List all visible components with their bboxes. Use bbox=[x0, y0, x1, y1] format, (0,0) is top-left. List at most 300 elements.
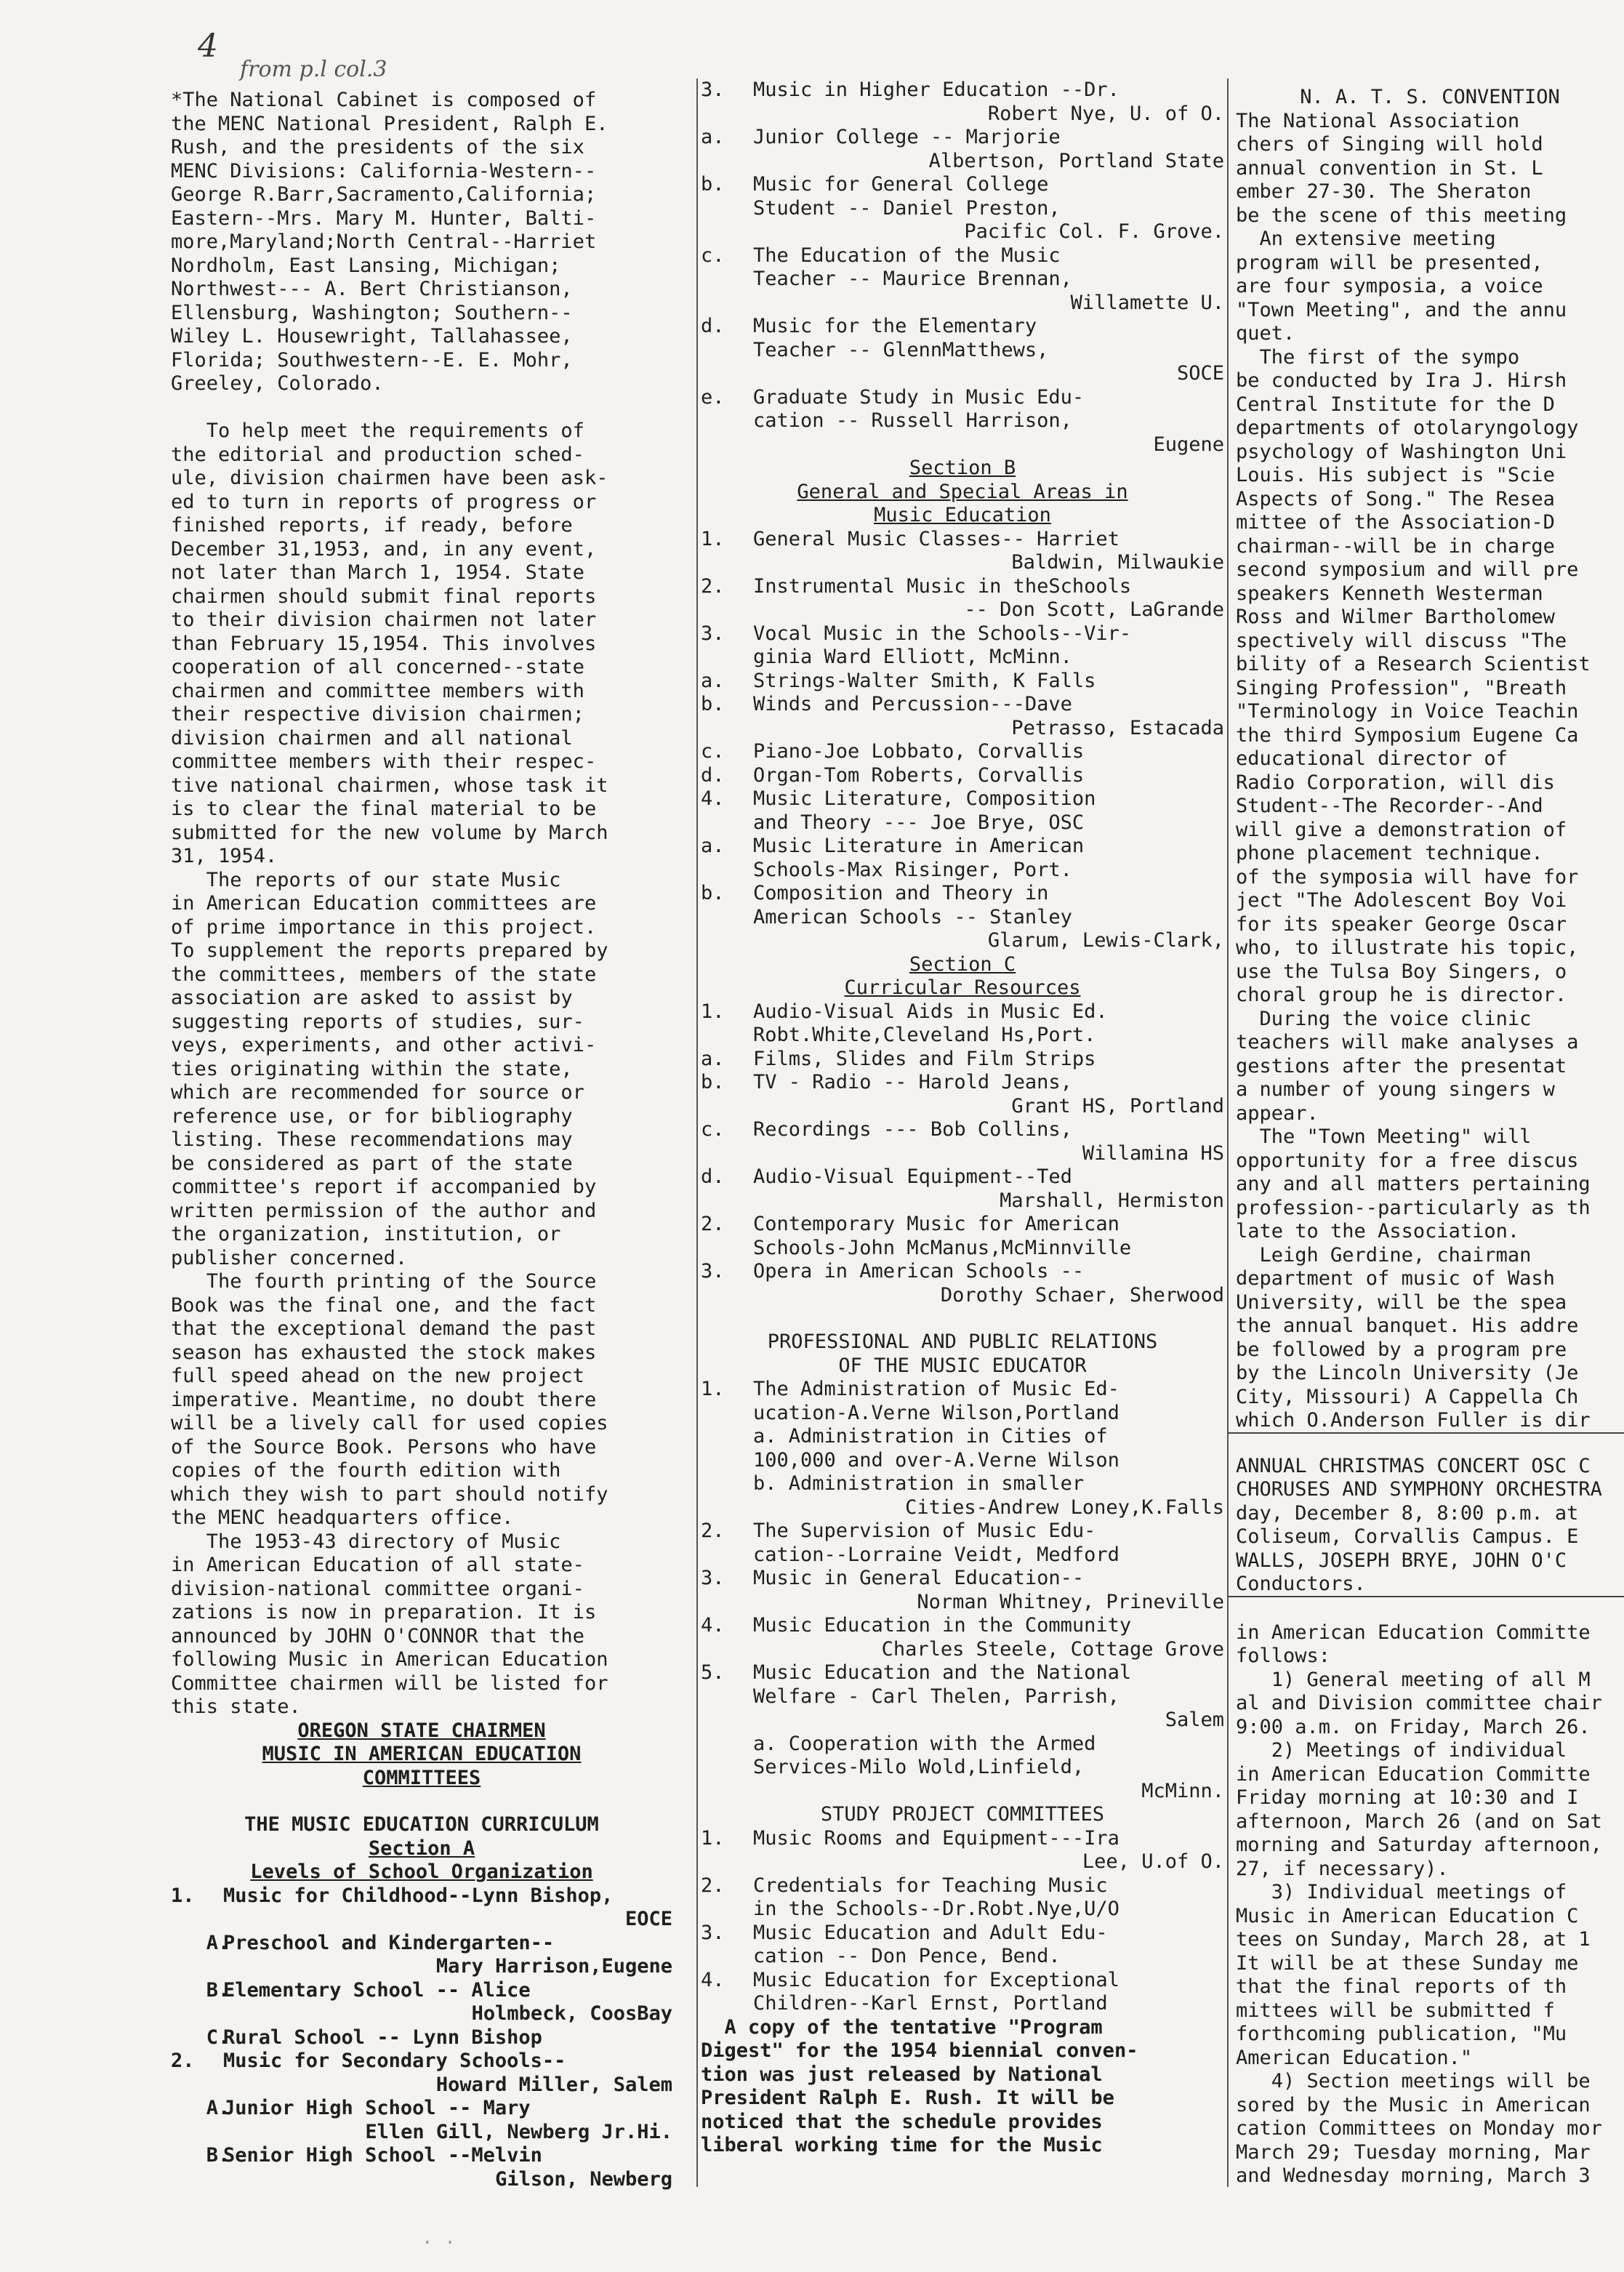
item-number: a. bbox=[701, 835, 725, 857]
section-c-label: Section C bbox=[909, 952, 1016, 976]
middle-column bbox=[701, 79, 1224, 2158]
item-number bbox=[701, 1945, 753, 1969]
item-continuation: Willamina HS bbox=[1082, 1141, 1224, 1165]
higher-education-item bbox=[701, 339, 1224, 363]
nats-line: will give a demonstration of bbox=[1236, 818, 1567, 841]
left-column-line: which are recommended for source or bbox=[171, 1081, 584, 1104]
nats-line: educational director of bbox=[1236, 747, 1508, 770]
higher-education-item bbox=[701, 409, 1224, 433]
item-continuation: Holmbeck, CoosBay bbox=[471, 2002, 672, 2025]
study-project-item bbox=[701, 1945, 1224, 1969]
item-text: Organ-Tom Roberts, Corvallis bbox=[753, 763, 1085, 787]
nats-line: late to the Association. bbox=[1236, 1220, 1520, 1243]
concert-line: Coliseum, Corvallis Campus. E bbox=[1236, 1525, 1579, 1548]
meetings-line: 3) Individual meetings of bbox=[1236, 1881, 1567, 1903]
left-column-line: copies of the fourth edition with bbox=[171, 1459, 561, 1482]
meetings-line: al and Division committee chair bbox=[1236, 1692, 1602, 1714]
item-text: TV - Radio -- Harold Jeans, bbox=[753, 1071, 1072, 1093]
item-number: d. bbox=[701, 763, 725, 787]
left-column-line: full speed ahead on the new project bbox=[171, 1365, 584, 1387]
nats-line: departments of otolaryngology bbox=[1236, 417, 1579, 439]
nats-line: Radio Corporation, will dis bbox=[1236, 771, 1555, 794]
item-number bbox=[701, 1685, 753, 1709]
section-a-item bbox=[171, 1884, 672, 1908]
nats-line: bility of a Research Scientist bbox=[1236, 653, 1591, 675]
item-text: Audio-Visual Aids in Music Ed. bbox=[753, 1000, 1108, 1023]
item-number: 4. bbox=[701, 1614, 725, 1637]
nats-line: The National Association bbox=[1236, 109, 1520, 132]
nats-line: mittee of the Association-D bbox=[1236, 511, 1555, 534]
item-number bbox=[701, 1898, 753, 1922]
nats-line: of the symposia will have for bbox=[1236, 865, 1579, 888]
left-column-line: ties originating within the state, bbox=[171, 1057, 573, 1080]
item-number: 3. bbox=[701, 1921, 725, 1944]
christmas-concert-notice bbox=[1236, 1455, 1624, 1597]
item-number: A. bbox=[171, 2097, 230, 2119]
item-text: Music Literature in American bbox=[753, 835, 1085, 857]
left-column-line: To supplement the reports prepared by bbox=[171, 939, 608, 962]
item-number: c. bbox=[701, 740, 725, 763]
item-text: Children--Karl Ernst, Portland bbox=[753, 1992, 1108, 2015]
professional-relations-item bbox=[701, 1520, 1224, 1544]
item-continuation: EOCE bbox=[624, 1908, 672, 1930]
higher-education-list bbox=[701, 79, 1224, 457]
nats-line: Singing Profession", "Breath bbox=[1236, 676, 1567, 699]
nats-convention-title: N. A. T. S. CONVENTION bbox=[1300, 86, 1560, 108]
item-text: Music for the Elementary bbox=[753, 315, 1037, 337]
item-text: Teacher -- GlennMatthews, bbox=[753, 338, 1049, 361]
section-c-title: Curricular Resources bbox=[844, 976, 1081, 999]
study-project-item bbox=[701, 1874, 1224, 1898]
program-digest-line: liberal working time for the Music bbox=[701, 2134, 1103, 2156]
left-column-line: Rush, and the presidents of the six bbox=[171, 136, 584, 158]
item-number: 1. bbox=[171, 1884, 195, 1907]
meetings-line: morning and Saturday afternoon, bbox=[1236, 1834, 1602, 1856]
nats-line: psychology of Washington Uni bbox=[1236, 440, 1567, 463]
meetings-line: tees on Sunday, March 28, at 1 bbox=[1236, 1928, 1591, 1951]
section-a-item bbox=[171, 2026, 672, 2050]
left-column-line: imperative. Meantime, no doubt there bbox=[171, 1388, 597, 1411]
section-c-item bbox=[701, 1000, 1224, 1024]
left-column-line: season has exhausted the stock makes bbox=[171, 1341, 597, 1364]
professional-relations-item bbox=[701, 1614, 1224, 1638]
committee-meetings-text bbox=[1236, 1621, 1624, 2188]
item-continuation: Robert Nye, U. of O. bbox=[987, 102, 1224, 125]
section-b-item bbox=[701, 859, 1224, 883]
oregon-heading-line-1: OREGON STATE CHAIRMEN bbox=[297, 1719, 546, 1742]
left-column-line: Greeley, Colorado. bbox=[171, 372, 384, 395]
item-number: a. bbox=[701, 126, 725, 148]
item-number: 2. bbox=[171, 2050, 195, 2072]
item-number bbox=[701, 1756, 753, 1780]
section-b-item bbox=[701, 575, 1224, 599]
professional-relations-item bbox=[701, 1425, 1224, 1449]
left-column-line: Ellensburg, Washington; Southern-- bbox=[171, 301, 573, 324]
left-column-line: To help meet the requirements of bbox=[171, 420, 584, 442]
meetings-line: Music in American Education C bbox=[1236, 1904, 1579, 1927]
program-digest-line: Digest" for the 1954 biennial conven- bbox=[701, 2039, 1138, 2062]
nats-line: An extensive meeting bbox=[1236, 228, 1496, 250]
higher-education-item bbox=[701, 126, 1224, 150]
item-number: B. bbox=[171, 2144, 230, 2167]
item-text: The Education of the Music bbox=[753, 244, 1061, 267]
section-b-title-2: Music Education bbox=[874, 504, 1051, 526]
left-column-line: more,Maryland;North Central--Harriet bbox=[171, 230, 597, 253]
left-column-line: to their division chairmen not later bbox=[171, 609, 597, 631]
left-column-line: that the exceptional demand the past bbox=[171, 1317, 597, 1340]
left-column-line: the committees, members of the state bbox=[171, 963, 597, 986]
left-column-line: Nordholm, East Lansing, Michigan; bbox=[171, 254, 561, 277]
meetings-line: 9:00 a.m. on Friday, March 26. bbox=[1236, 1715, 1591, 1738]
item-continuation: Mary Harrison,Eugene bbox=[435, 1955, 672, 1978]
study-project-item bbox=[701, 1922, 1224, 1946]
section-c-item bbox=[701, 1260, 1224, 1284]
nats-line: second symposium and will pre bbox=[1236, 558, 1579, 581]
section-c-item bbox=[701, 1165, 1224, 1189]
nats-line: a number of young singers w bbox=[1236, 1078, 1555, 1101]
left-column-line: the editorial and production sched- bbox=[171, 443, 584, 466]
item-number bbox=[701, 339, 753, 363]
item-number: b. bbox=[701, 1071, 725, 1093]
section-b-item bbox=[701, 646, 1224, 670]
item-text: Films, Slides and Film Strips bbox=[753, 1047, 1096, 1070]
section-b-item bbox=[701, 670, 1224, 694]
nats-line: annual convention in St. L bbox=[1236, 156, 1543, 180]
item-text: Opera in American Schools -- bbox=[753, 1260, 1085, 1282]
section-b-label: Section B bbox=[909, 457, 1016, 479]
item-number: b. bbox=[701, 693, 725, 715]
left-column-line: Committee chairmen will be listed for bbox=[171, 1671, 608, 1695]
item-text: Junior College -- Marjorie bbox=[753, 126, 1061, 148]
meetings-line: Friday morning at 10:30 and I bbox=[1236, 1786, 1579, 1809]
item-text: ucation-A.Verne Wilson,Portland bbox=[753, 1401, 1119, 1424]
section-a-list bbox=[171, 1884, 672, 2192]
item-continuation: Charles Steele, Cottage Grove bbox=[881, 1637, 1224, 1661]
item-text: a. Cooperation with the Armed bbox=[753, 1732, 1096, 1755]
left-column-line: reference use, or for bibliography bbox=[171, 1104, 573, 1128]
meetings-line: 1) General meeting of all M bbox=[1236, 1668, 1591, 1691]
professional-relations-item bbox=[701, 1472, 1224, 1496]
item-number: c. bbox=[701, 1118, 725, 1141]
item-number: 2. bbox=[701, 1874, 725, 1897]
left-column-line: the MENC headquarters office. bbox=[171, 1506, 514, 1529]
study-project-title: STUDY PROJECT COMMITTEES bbox=[820, 1803, 1105, 1826]
item-continuation: Glarum, Lewis-Clark, bbox=[987, 929, 1224, 952]
left-column-line: George R.Barr,Sacramento,California; bbox=[171, 183, 597, 206]
item-continuation: Baldwin, Milwaukie bbox=[1011, 551, 1224, 574]
left-column-line: ule, division chairmen have been ask- bbox=[171, 467, 608, 489]
professional-relations-item bbox=[701, 1685, 1224, 1709]
study-project-item bbox=[701, 1969, 1224, 1993]
item-number: 3. bbox=[701, 79, 725, 101]
left-column-text bbox=[171, 89, 672, 1719]
left-column-line: division-national committee organi- bbox=[171, 1577, 584, 1600]
nats-line: quet. bbox=[1236, 322, 1295, 345]
item-number: a. bbox=[701, 1047, 725, 1070]
right-column bbox=[1236, 86, 1624, 2188]
item-number: e. bbox=[701, 385, 725, 409]
higher-education-item bbox=[701, 244, 1224, 268]
left-column-line: veys, experiments, and other activi- bbox=[171, 1034, 597, 1056]
section-c-item bbox=[701, 1118, 1224, 1142]
nats-line: spectively will discuss "The bbox=[1236, 629, 1567, 652]
item-text: Instrumental Music in theSchools bbox=[753, 574, 1132, 598]
item-text: Audio-Visual Equipment--Ted bbox=[753, 1165, 1072, 1188]
page-number: 4 bbox=[198, 28, 218, 65]
left-column-line: the organization, institution, or bbox=[171, 1223, 561, 1245]
left-column-line: association are asked to assist by bbox=[171, 987, 573, 1009]
left-column-line: which they wish to part should notify bbox=[171, 1482, 608, 1506]
item-text: Preschool and Kindergarten-- bbox=[223, 1931, 555, 1954]
section-c-item bbox=[701, 1213, 1224, 1237]
meetings-line: mittees will be submitted f bbox=[1236, 1999, 1555, 2022]
section-b-item bbox=[701, 787, 1224, 811]
nats-line: Ross and Wilmer Bartholomew bbox=[1236, 606, 1555, 628]
professional-relations-item bbox=[701, 1402, 1224, 1426]
item-number bbox=[701, 1449, 753, 1473]
item-continuation: Lee, U.of O. bbox=[1082, 1850, 1224, 1873]
left-column-line: division chairmen and all national bbox=[171, 726, 573, 750]
item-number: 4. bbox=[701, 1968, 725, 1991]
nats-line: chers of Singing will hold bbox=[1236, 133, 1543, 156]
left-column-line: than February 15,1954. This involves bbox=[171, 632, 597, 655]
item-text: Schools-Max Risinger, Port. bbox=[753, 858, 1072, 881]
item-number: b. bbox=[701, 882, 725, 904]
curriculum-title: THE MUSIC EDUCATION CURRICULUM bbox=[244, 1813, 599, 1836]
meetings-line: American Education." bbox=[1236, 2046, 1473, 2069]
item-number bbox=[701, 859, 753, 883]
item-number: c. bbox=[701, 244, 725, 267]
section-a-item bbox=[171, 1932, 672, 1956]
item-number: b. bbox=[701, 173, 725, 196]
nats-line: "Terminology in Voice Teachin bbox=[1236, 700, 1579, 723]
concert-line: WALLS, JOSEPH BRYE, JOHN O'C bbox=[1236, 1549, 1567, 1572]
item-text: Music Education in the Community bbox=[753, 1614, 1132, 1637]
left-column-line: ed to turn in reports of progress or bbox=[171, 490, 597, 513]
left-column-line: The fourth printing of the Source bbox=[171, 1270, 597, 1293]
item-text: Music for Secondary Schools-- bbox=[223, 2050, 566, 2072]
item-text: Schools-John McManus,McMinnville bbox=[753, 1236, 1132, 1259]
left-column-line: December 31,1953, and, in any event, bbox=[171, 537, 597, 561]
left-column-line: of the Source Book. Persons who have bbox=[171, 1435, 597, 1458]
item-continuation: Norman Whitney, Prineville bbox=[917, 1590, 1224, 1613]
left-column-line: announced by JOHN O'CONNOR that the bbox=[171, 1624, 584, 1647]
left-column-line: Eastern--Mrs. Mary M. Hunter, Balti- bbox=[171, 206, 597, 230]
item-number: 4. bbox=[701, 787, 725, 810]
item-number: 3. bbox=[701, 1260, 725, 1282]
item-text: American Schools -- Stanley bbox=[753, 905, 1072, 928]
item-text: Music Education for Exceptional bbox=[753, 1968, 1119, 1991]
item-text: Piano-Joe Lobbato, Corvallis bbox=[753, 740, 1085, 763]
item-continuation: Salem bbox=[1165, 1709, 1224, 1731]
section-b-item bbox=[701, 906, 1224, 930]
nats-line: program will be presented, bbox=[1236, 251, 1543, 274]
nats-line: The first of the sympo bbox=[1236, 345, 1520, 369]
item-text: Music in General Education-- bbox=[753, 1567, 1085, 1589]
nats-line: speakers Kenneth Westerman bbox=[1236, 582, 1543, 605]
handwritten-margin-note: from p.l col.3 bbox=[240, 57, 387, 82]
left-column-line: 31, 1954. bbox=[171, 845, 278, 867]
item-text: Music Education and Adult Edu- bbox=[753, 1921, 1108, 1944]
program-digest-paragraph bbox=[701, 2016, 1224, 2158]
item-number bbox=[701, 1544, 753, 1567]
section-b-item bbox=[701, 835, 1224, 859]
section-c-list bbox=[701, 1000, 1224, 1308]
nats-line: department of music of Wash bbox=[1236, 1267, 1555, 1290]
higher-education-item bbox=[701, 268, 1224, 292]
item-number: B. bbox=[171, 1978, 230, 2002]
section-b-item bbox=[701, 528, 1224, 552]
left-column-line: cooperation of all concerned--state bbox=[171, 656, 584, 678]
professional-relations-list bbox=[701, 1378, 1224, 1803]
section-c-item bbox=[701, 1071, 1224, 1095]
professional-relations-item bbox=[701, 1449, 1224, 1473]
higher-education-item bbox=[701, 315, 1224, 339]
nats-line: Aspects of Song." The Resea bbox=[1236, 487, 1555, 510]
item-text: Credentials for Teaching Music bbox=[753, 1874, 1108, 1897]
left-column-line: suggesting reports of studies, sur- bbox=[171, 1010, 584, 1033]
nats-line: for its speaker George Oscar bbox=[1236, 912, 1567, 936]
item-number bbox=[701, 1992, 753, 2016]
left-column-line: publisher concerned. bbox=[171, 1246, 408, 1269]
nats-line: Louis. His subject is "Scie bbox=[1236, 464, 1555, 486]
item-text: Recordings --- Bob Collins, bbox=[753, 1118, 1072, 1141]
higher-education-item bbox=[701, 386, 1224, 410]
item-number bbox=[701, 1024, 753, 1048]
professional-relations-item bbox=[701, 1544, 1224, 1567]
left-column-line: be considered as part of the state bbox=[171, 1152, 573, 1175]
item-continuation: Cities-Andrew Loney,K.Falls bbox=[905, 1496, 1224, 1519]
concert-line: day, December 8, 8:00 p.m. at bbox=[1236, 1501, 1579, 1525]
nats-line: University, will be the spea bbox=[1236, 1290, 1567, 1314]
nats-line: are four symposia, a voice bbox=[1236, 275, 1543, 297]
concert-line: Conductors. bbox=[1236, 1573, 1366, 1595]
section-b-item bbox=[701, 882, 1224, 906]
nats-line: chairman--will be in charge bbox=[1236, 534, 1555, 558]
nats-convention-text bbox=[1236, 110, 1624, 1433]
item-text: Junior High School -- Mary bbox=[223, 2097, 531, 2119]
left-column-line: chairmen and committee members with bbox=[171, 679, 584, 702]
item-text: Rural School -- Lynn Bishop bbox=[223, 2026, 542, 2049]
item-number: d. bbox=[701, 315, 725, 337]
left-column-line: tive national chairmen, whose task it bbox=[171, 774, 608, 797]
meetings-line: afternoon, March 26 (and on Sat bbox=[1236, 1810, 1602, 1833]
item-number bbox=[701, 197, 753, 221]
nats-line: ember 27-30. The Sheraton bbox=[1236, 180, 1532, 203]
concert-line: ANNUAL CHRISTMAS CONCERT OSC C bbox=[1236, 1454, 1591, 1477]
oregon-heading-line-3: COMMITTEES bbox=[362, 1766, 481, 1789]
higher-education-item bbox=[701, 197, 1224, 221]
left-column-line: submitted for the new volume by March bbox=[171, 821, 608, 844]
study-project-item bbox=[701, 1992, 1224, 2016]
program-digest-line: noticed that the schedule provides bbox=[701, 2110, 1103, 2133]
left-column-line: will be a lively call for used copies bbox=[171, 1412, 608, 1434]
item-text: The Supervision of Music Edu- bbox=[753, 1520, 1096, 1542]
item-text: Vocal Music in the Schools--Vir- bbox=[753, 622, 1132, 645]
left-column-line: committee members with their respec- bbox=[171, 750, 597, 773]
item-number: 1. bbox=[701, 527, 725, 550]
left-column bbox=[171, 89, 672, 2191]
left-column-line: chairmen should submit final reports bbox=[171, 585, 597, 608]
item-number: 1. bbox=[701, 1378, 725, 1400]
nats-line: The "Town Meeting" will bbox=[1236, 1125, 1532, 1148]
meetings-line: 27, if necessary). bbox=[1236, 1857, 1449, 1880]
item-text: Welfare - Carl Thelen, Parrish, bbox=[753, 1685, 1119, 1708]
higher-education-item bbox=[701, 79, 1224, 103]
left-column-line: finished reports, if ready, before bbox=[171, 514, 573, 537]
item-text: b. Administration in smaller bbox=[753, 1472, 1085, 1495]
item-text: Music Education and the National bbox=[753, 1661, 1132, 1684]
section-a-label: Section A bbox=[368, 1837, 475, 1860]
nats-line: the annual banquet. His addre bbox=[1236, 1314, 1579, 1337]
left-column-line: the MENC National President, Ralph E. bbox=[171, 112, 608, 135]
left-column-line: listing. These recommendations may bbox=[171, 1128, 573, 1151]
meetings-line: March 29; Tuesday morning, Mar bbox=[1236, 2140, 1591, 2164]
item-continuation: Marshall, Hermiston bbox=[1000, 1189, 1224, 1212]
section-a-title: Levels of School Organization bbox=[250, 1860, 593, 1883]
nats-line: appear. bbox=[1236, 1101, 1319, 1125]
section-b-list bbox=[701, 528, 1224, 953]
professional-relations-item bbox=[701, 1756, 1224, 1780]
left-column-line: not later than March 1, 1954. State bbox=[171, 561, 584, 584]
meetings-line: and Wednesday morning, March 3 bbox=[1236, 2164, 1591, 2187]
meetings-line: in American Education Committe bbox=[1236, 1762, 1591, 1786]
left-column-line: zations is now in preparation. It is bbox=[171, 1601, 597, 1623]
item-number bbox=[701, 906, 753, 930]
item-text: Music Literature, Composition bbox=[753, 787, 1096, 810]
nats-line: be followed by a program pre bbox=[1236, 1338, 1567, 1361]
left-column-line: in American Education committees are bbox=[171, 892, 597, 915]
left-column-line bbox=[171, 396, 672, 420]
item-text: Graduate Study in Music Edu- bbox=[753, 385, 1085, 409]
nats-line: "Town Meeting", and the annu bbox=[1236, 298, 1567, 321]
left-column-line: Northwest--- A. Bert Christianson, bbox=[171, 278, 573, 300]
section-c-item bbox=[701, 1048, 1224, 1072]
nats-line: gestions after the presentat bbox=[1236, 1054, 1567, 1077]
study-project-item bbox=[701, 1898, 1224, 1922]
section-b-item bbox=[701, 811, 1224, 835]
left-column-line: in American Education of all state- bbox=[171, 1554, 584, 1576]
item-number bbox=[701, 811, 753, 835]
left-column-line: The 1953-43 directory of Music bbox=[171, 1530, 561, 1553]
item-text: Contemporary Music for American bbox=[753, 1213, 1119, 1235]
left-column-line: following Music in American Education bbox=[171, 1648, 608, 1671]
left-column-line: Florida; Southwestern--E. E. Mohr, bbox=[171, 348, 573, 372]
item-continuation: Ellen Gill, Newberg Jr.Hi. bbox=[365, 2120, 672, 2143]
left-column-line: committee's report if accompanied by bbox=[171, 1176, 597, 1198]
professional-relations-item bbox=[701, 1567, 1224, 1591]
item-number bbox=[701, 1425, 753, 1449]
column-divider-left bbox=[696, 79, 698, 2187]
section-a-item bbox=[171, 2144, 672, 2168]
item-text: and Theory --- Joe Brye, OSC bbox=[753, 811, 1085, 834]
item-continuation: McMinn. bbox=[1141, 1779, 1224, 1802]
meetings-line: forthcoming publication, "Mu bbox=[1236, 2023, 1567, 2045]
nats-line: choral group he is director. bbox=[1236, 984, 1567, 1006]
item-number: a. bbox=[701, 669, 725, 692]
section-c-item bbox=[701, 1237, 1224, 1261]
item-number: 5. bbox=[701, 1661, 725, 1684]
item-continuation: Willamette U. bbox=[1070, 291, 1224, 314]
item-text: Composition and Theory in bbox=[753, 882, 1049, 904]
meetings-line: follows: bbox=[1236, 1645, 1331, 1667]
item-continuation: Gilson, Newberg bbox=[495, 2167, 672, 2191]
item-text: cation--Lorraine Veidt, Medford bbox=[753, 1543, 1119, 1566]
program-digest-line: President Ralph E. Rush. It will be bbox=[701, 2087, 1114, 2109]
item-continuation: Albertson, Portland State bbox=[928, 149, 1224, 172]
item-number bbox=[701, 1237, 753, 1261]
item-number: 3. bbox=[701, 1567, 725, 1589]
